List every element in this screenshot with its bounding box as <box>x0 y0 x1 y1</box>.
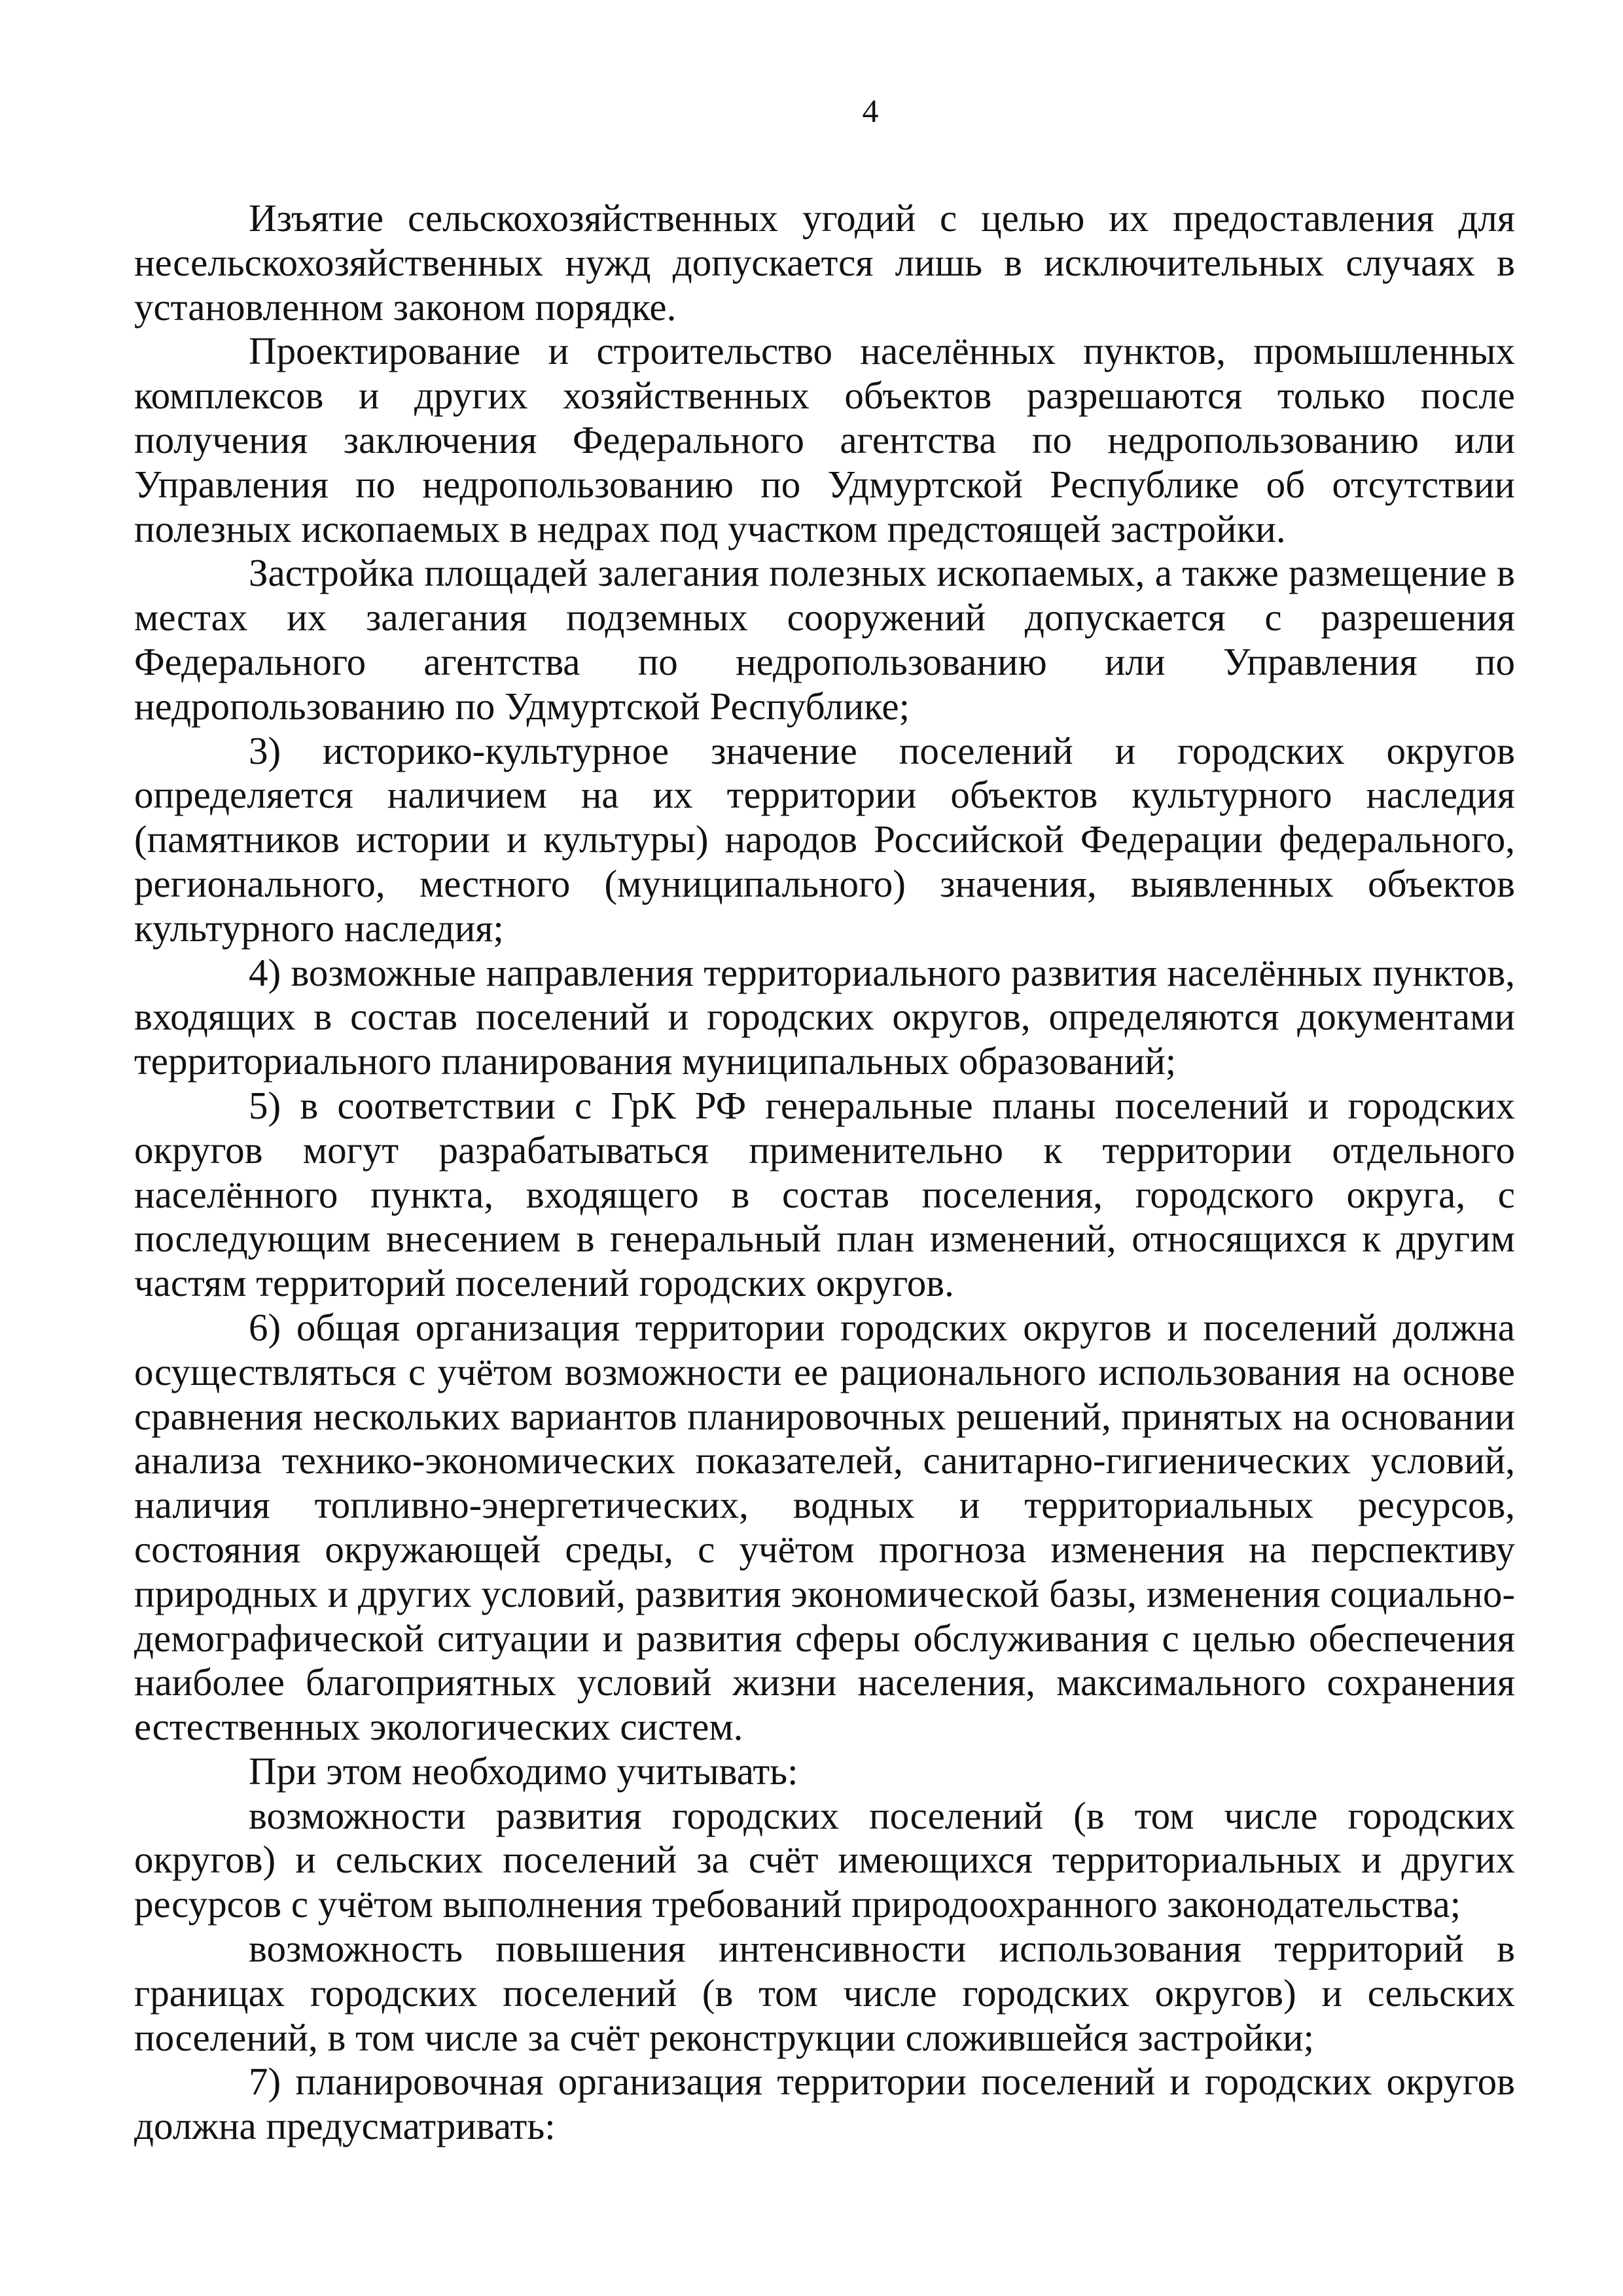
paragraph-item-6: 6) общая организация территории городских округов и поселений должна осуществляться с учётом возможности ее рационального использования на основе сравнения нескольких вариантов планировочных решений, принятых на основании анализа технико-экономических показателей, санитарно-гигиенических условий, наличия топливно-энергетических, водных и территориальных ресурсов, состояния окружающей среды, с учётом прогноза изменения на перспективу природных и других условий, развития экономической базы, изменения социально-демографической ситуации и развития сферы обслуживания с целью обеспечения наиболее благоприятных условий жизни населения, максимального сохранения естественных экологических систем. <box>134 1305 1515 1749</box>
document-body <box>134 196 1515 2149</box>
paragraph-consider-intro: При этом необходимо учитывать: <box>249 1749 798 1793</box>
paragraph-item-3: 3) историко-культурное значение поселений и городских округов определяется наличием на их территории объектов культурного наследия (памятников истории и культуры) народов Российской Федерации федерального, регионального, местного (муниципального) значения, выявленных объектов культурного наследия; <box>134 728 1515 950</box>
paragraph-item-4: 4) возможные направления территориального развития населённых пунктов, входящих в состав поселений и городских округов, определяются документами территориального планирования муниципальных образований; <box>134 950 1515 1083</box>
paragraph-mineral-deposits: Застройка площадей залегания полезных ископаемых, а также размещение в местах их залегания подземных сооружений допускается с разрешения Федерального агентства по недропользованию или Управления по недропользованию по Удмуртской Республике; <box>134 551 1515 728</box>
paragraph-land-withdrawal: Изъятие сельскохозяйственных угодий с целью их предоставления для несельскохозяйственных нужд допускается лишь в исключительных случаях в установленном законом порядке. <box>134 196 1515 329</box>
page-number: 4 <box>862 92 879 129</box>
paragraph-item-5: 5) в соответствии с ГрК РФ генеральные планы поселений и городских округов могут разрабатываться применительно к территории отдельного населённого пункта, входящего в состав поселения, городского округа, с последующим внесением в генеральный план изменений, относящихся к другим частям территорий поселений городских округов. <box>134 1083 1515 1305</box>
paragraph-development-possibilities: возможности развития городских поселений (в том числе городских округов) и сельских поселений за счёт имеющихся территориальных и других ресурсов с учётом выполнения требований природоохранного законодательства; <box>134 1793 1515 1926</box>
paragraph-intensity-increase: возможность повышения интенсивности использования территорий в границах городских поселений (в том числе городских округов) и сельских поселений, в том числе за счёт реконструкции сложившейся застройки; <box>134 1927 1515 2059</box>
paragraph-item-7: 7) планировочная организация территории поселений и городских округов должна предусматривать: <box>134 2060 1515 2148</box>
paragraph-design-construction: Проектирование и строительство населённых пунктов, промышленных комплексов и других хозяйственных объектов разрешаются только после получения заключения Федерального агентства по недропользованию или Управления по недропользованию по Удмуртской Республике об отсутствии полезных ископаемых в недрах под участком предстоящей застройки. <box>134 329 1515 550</box>
